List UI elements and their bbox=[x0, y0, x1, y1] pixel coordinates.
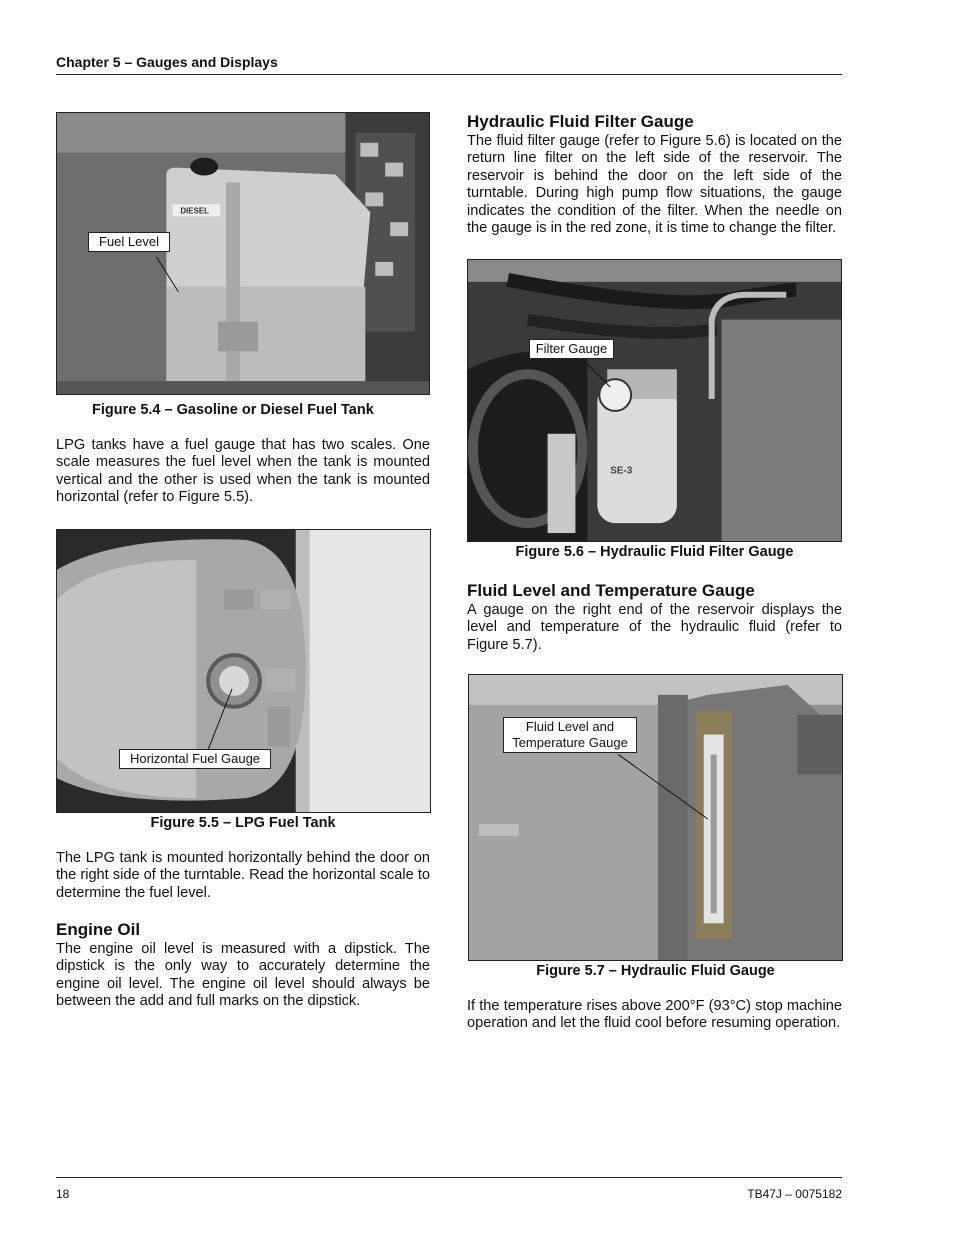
figure-5-5-caption: Figure 5.5 – LPG Fuel Tank bbox=[150, 815, 336, 831]
callout-line-1: Fluid Level and bbox=[525, 719, 615, 734]
fluid-level-paragraph: A gauge on the right end of the reservoir displays the level and temperature of the hydraulic fluid (refer to Figure 5.7). bbox=[467, 602, 842, 653]
diesel-tank-image bbox=[57, 113, 429, 394]
header-rule bbox=[56, 74, 842, 75]
fuel-level-callout: Fuel Level bbox=[88, 232, 170, 252]
figure-filter-gauge-photo bbox=[467, 259, 842, 542]
temperature-paragraph: If the temperature rises above 200°F (93°C) stop machine operation and let the fluid cool before resuming operation. bbox=[467, 998, 842, 1032]
filter-label: SE-3 bbox=[610, 465, 633, 477]
lpg-paragraph: LPG tanks have a fuel gauge that has two scales. One scale measures the fuel level when the tank is mounted vertical and the other is used when the tank is mounted horizontal (refer to Figure 5.5). bbox=[56, 437, 430, 506]
hydraulic-filter-paragraph: The fluid filter gauge (refer to Figure 5.6) is located on the return line filter on the left side of the reservoir. The reservoir is behind the door on the left side of the turntable. During high pump flow situations, the gauge indicates the condition of the filter. When the needle on the gauge is in the red zone, it is time to change the filter. bbox=[467, 133, 842, 237]
footer-rule bbox=[56, 1177, 842, 1178]
diesel-label: DIESEL bbox=[180, 206, 210, 216]
figure-5-7-caption: Figure 5.7 – Hydraulic Fluid Gauge bbox=[536, 963, 775, 979]
filter-gauge-callout: Filter Gauge bbox=[529, 339, 614, 359]
fluid-level-heading: Fluid Level and Temperature Gauge bbox=[467, 581, 755, 600]
engine-oil-heading: Engine Oil bbox=[56, 920, 141, 939]
fluid-level-temperature-callout bbox=[503, 717, 637, 753]
horizontal-fuel-gauge-callout: Horizontal Fuel Gauge bbox=[119, 749, 271, 769]
callout-line-2: Temperature Gauge bbox=[512, 735, 628, 750]
figure-fuel-tank-photo bbox=[56, 112, 430, 395]
hydraulic-filter-heading: Hydraulic Fluid Filter Gauge bbox=[467, 112, 694, 131]
page-number: 18 bbox=[56, 1187, 70, 1201]
engine-oil-paragraph: The engine oil level is measured with a dipstick. The dipstick is the only way to accurately determine the engine oil level. The engine oil level should always be between the add and full marks on the dipstick. bbox=[56, 941, 430, 1010]
document-id: TB47J – 0075182 bbox=[747, 1187, 842, 1201]
chapter-header: Chapter 5 – Gauges and Displays bbox=[56, 54, 278, 70]
lpg-mounting-paragraph: The LPG tank is mounted horizontally behind the door on the right side of the turntable. Read the horizontal scale to determine the fuel level. bbox=[56, 850, 430, 901]
lpg-tank-image bbox=[57, 530, 430, 812]
figure-5-6-caption: Figure 5.6 – Hydraulic Fluid Filter Gauge bbox=[515, 544, 794, 560]
figure-lpg-tank-photo bbox=[56, 529, 431, 813]
figure-5-4-caption: Figure 5.4 – Gasoline or Diesel Fuel Tank bbox=[92, 402, 374, 418]
filter-gauge-image bbox=[468, 260, 841, 541]
